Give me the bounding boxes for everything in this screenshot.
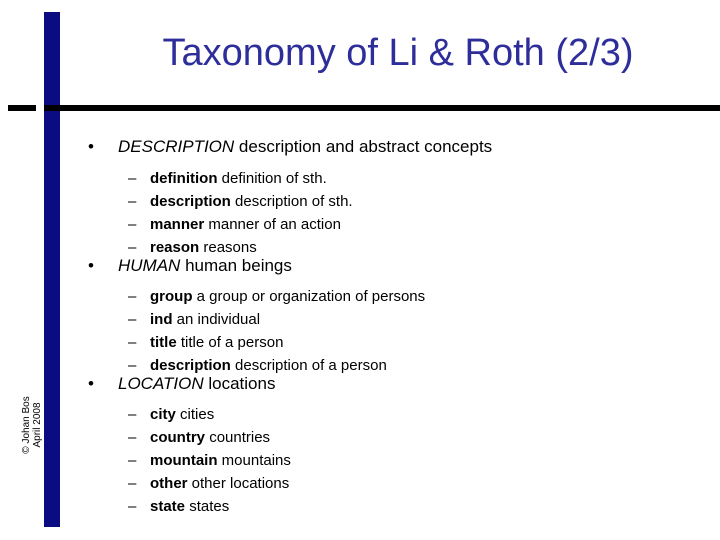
category-text bbox=[118, 256, 292, 276]
subitem-text bbox=[150, 357, 387, 374]
copyright-notice bbox=[21, 396, 43, 453]
dash-marker: – bbox=[128, 170, 137, 187]
subitem-term: ind bbox=[150, 311, 173, 328]
bullet-marker: • bbox=[88, 374, 94, 393]
divider-gap bbox=[36, 105, 44, 111]
subitem-term: title bbox=[150, 334, 177, 351]
subitem-text bbox=[150, 429, 270, 446]
subitem-desc: title of a person bbox=[180, 334, 284, 351]
dash-marker: – bbox=[128, 498, 137, 515]
subitem-text bbox=[150, 311, 260, 328]
subitem-text bbox=[150, 498, 229, 515]
bullet-marker: • bbox=[88, 137, 94, 156]
category-term: DESCRIPTION bbox=[118, 137, 235, 156]
subitem-term: description bbox=[150, 357, 231, 374]
subitem-term: other bbox=[150, 475, 188, 492]
category-term: LOCATION bbox=[118, 374, 204, 393]
slide-title: Taxonomy of Li & Roth (2/3) bbox=[162, 32, 634, 74]
dash-marker: – bbox=[128, 311, 137, 328]
subitem-desc: description of sth. bbox=[235, 193, 353, 210]
subitem-term: description bbox=[150, 193, 231, 210]
category-desc: description and abstract concepts bbox=[238, 137, 493, 156]
subitem-text bbox=[150, 170, 327, 187]
dash-marker: – bbox=[128, 429, 137, 446]
subitem-desc: manner of an action bbox=[208, 216, 341, 233]
dash-marker: – bbox=[128, 334, 137, 351]
subitem-desc: countries bbox=[209, 429, 271, 446]
subitem-desc: states bbox=[189, 498, 230, 515]
subitem-term: group bbox=[150, 288, 193, 305]
subitem-term: definition bbox=[150, 170, 218, 187]
dash-marker: – bbox=[128, 357, 137, 374]
subitem-term: manner bbox=[150, 216, 205, 233]
subitem-term: reason bbox=[150, 239, 200, 256]
category-text bbox=[118, 137, 492, 157]
subitem-text bbox=[150, 239, 257, 256]
subitem-desc: reasons bbox=[203, 239, 257, 256]
subitem-text bbox=[150, 216, 341, 233]
subitem-term: country bbox=[150, 429, 206, 446]
dash-marker: – bbox=[128, 193, 137, 210]
dash-marker: – bbox=[128, 239, 137, 256]
subitem-desc: other locations bbox=[191, 475, 290, 492]
dash-marker: – bbox=[128, 452, 137, 469]
dash-marker: – bbox=[128, 475, 137, 492]
dash-marker: – bbox=[128, 288, 137, 305]
category-desc: human beings bbox=[185, 256, 292, 275]
left-accent-bar bbox=[44, 12, 60, 527]
dash-marker: – bbox=[128, 406, 137, 423]
subitem-desc: cities bbox=[180, 406, 215, 423]
subitem-term: city bbox=[150, 406, 176, 423]
subitem-text bbox=[150, 334, 283, 351]
subitem-desc: description of a person bbox=[235, 357, 387, 374]
bullet-marker: • bbox=[88, 256, 94, 275]
copyright-author: © Johan Bos bbox=[21, 396, 32, 454]
subitem-text bbox=[150, 475, 289, 492]
title-divider bbox=[8, 105, 720, 111]
dash-marker: – bbox=[128, 216, 137, 233]
subitem-desc: definition of sth. bbox=[221, 170, 327, 187]
subitem-term: state bbox=[150, 498, 186, 515]
category-text bbox=[118, 374, 275, 394]
subitem-term: mountain bbox=[150, 452, 218, 469]
subitem-desc: a group or organization of persons bbox=[196, 288, 426, 305]
subitem-desc: mountains bbox=[221, 452, 291, 469]
subitem-text bbox=[150, 288, 425, 305]
subitem-text bbox=[150, 452, 291, 469]
copyright-date: April 2008 bbox=[32, 402, 43, 448]
subitem-desc: an individual bbox=[176, 311, 261, 328]
subitem-text bbox=[150, 193, 353, 210]
category-desc: locations bbox=[208, 374, 276, 393]
subitem-text bbox=[150, 406, 214, 423]
category-term: HUMAN bbox=[118, 256, 181, 275]
